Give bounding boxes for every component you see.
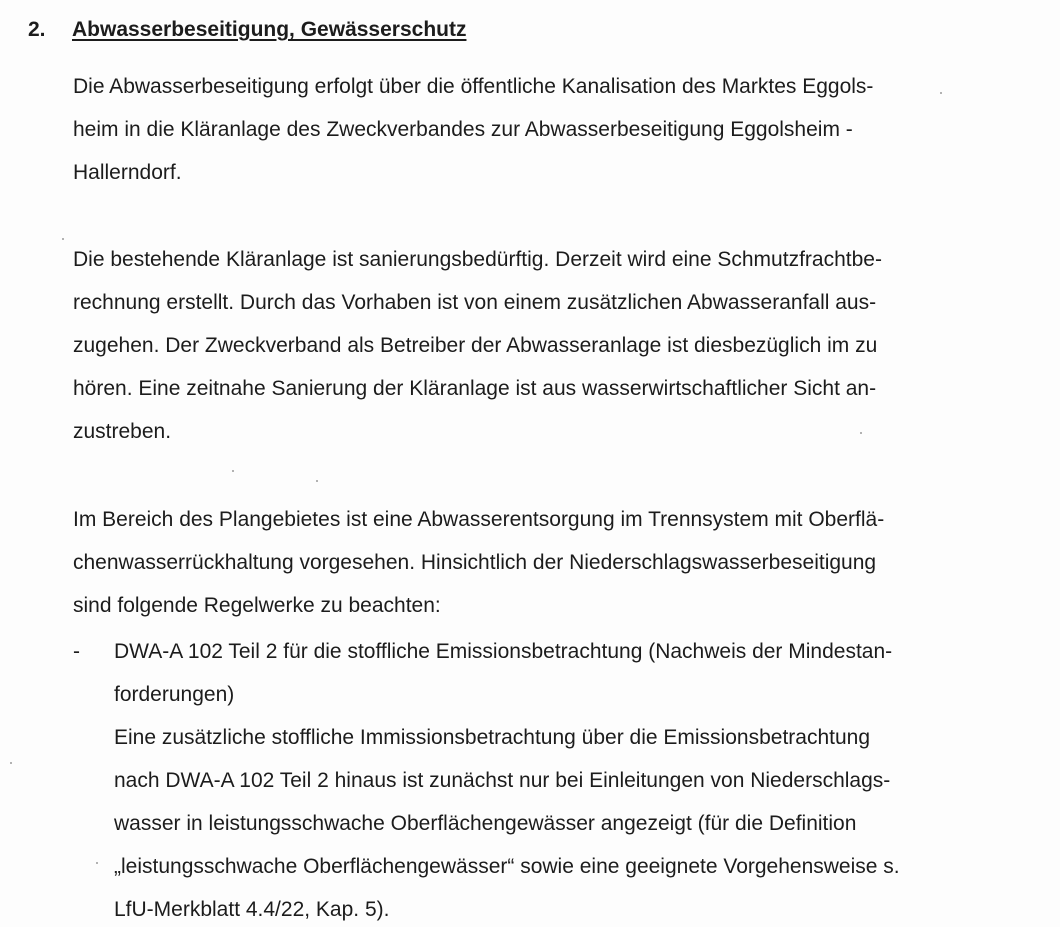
text-line: heim in die Kläranlage des Zweckverbandes zur Abwasserbeseitigung Eggolsheim - bbox=[73, 118, 853, 141]
scan-speck bbox=[860, 432, 862, 434]
text-line: wasser in leistungsschwache Oberflächengewässer angezeigt (für die Definition bbox=[114, 812, 857, 835]
paragraph-wastewater-disposal bbox=[73, 65, 1033, 194]
scan-speck bbox=[96, 862, 98, 864]
text-line: DWA-A 102 Teil 2 für die stoffliche Emissionsbetrachtung (Nachweis der Mindestan- bbox=[114, 640, 893, 663]
list-bullet-marker: - bbox=[73, 640, 80, 663]
text-line: Die bestehende Kläranlage ist sanierungsbedürftig. Derzeit wird eine Schmutzfrachtbe- bbox=[73, 248, 882, 271]
text-line: rechnung erstellt. Durch das Vorhaben ist von einem zusätzlichen Abwasseranfall aus- bbox=[73, 291, 877, 314]
text-line: Hallerndorf. bbox=[73, 161, 182, 184]
text-line: chenwasserrückhaltung vorgesehen. Hinsichtlich der Niederschlagswasserbeseitigung bbox=[73, 551, 877, 574]
text-line: nach DWA-A 102 Teil 2 hinaus ist zunächst nur bei Einleitungen von Niederschlags- bbox=[114, 769, 891, 792]
text-line: Die Abwasserbeseitigung erfolgt über die öffentliche Kanalisation des Marktes Eggols- bbox=[73, 75, 874, 98]
text-line: sind folgende Regelwerke zu beachten: bbox=[73, 594, 441, 617]
scan-speck bbox=[232, 470, 234, 472]
text-line: zugehen. Der Zweckverband als Betreiber der Abwasseranlage ist diesbezüglich im zu bbox=[73, 334, 878, 357]
paragraph-plan-area bbox=[73, 498, 1033, 627]
scan-speck bbox=[10, 762, 12, 764]
paragraph-treatment-plant bbox=[73, 238, 1033, 453]
section-title: Abwasserbeseitigung, Gewässerschutz bbox=[72, 18, 467, 41]
text-line: LfU-Merkblatt 4.4/22, Kap. 5). bbox=[114, 898, 390, 921]
text-line: Eine zusätzliche stoffliche Immissionsbetrachtung über die Emissionsbetrachtung bbox=[114, 726, 870, 749]
scan-speck bbox=[62, 238, 64, 240]
list-item-dwa-a-102 bbox=[114, 630, 1044, 931]
scan-speck bbox=[940, 92, 942, 94]
section-number: 2. bbox=[28, 18, 46, 41]
text-line: Im Bereich des Plangebietes ist eine Abwasserentsorgung im Trennsystem mit Oberflä- bbox=[73, 508, 885, 531]
text-line: „leistungsschwache Oberflächengewässer“ sowie eine geeignete Vorgehensweise s. bbox=[114, 855, 900, 878]
text-line: zustreben. bbox=[73, 420, 172, 443]
text-line: forderungen) bbox=[114, 683, 235, 706]
scan-speck bbox=[316, 480, 318, 482]
section-heading bbox=[28, 16, 466, 44]
text-line: hören. Eine zeitnahe Sanierung der Kläranlage ist aus wasserwirtschaftlicher Sicht an- bbox=[73, 377, 877, 400]
